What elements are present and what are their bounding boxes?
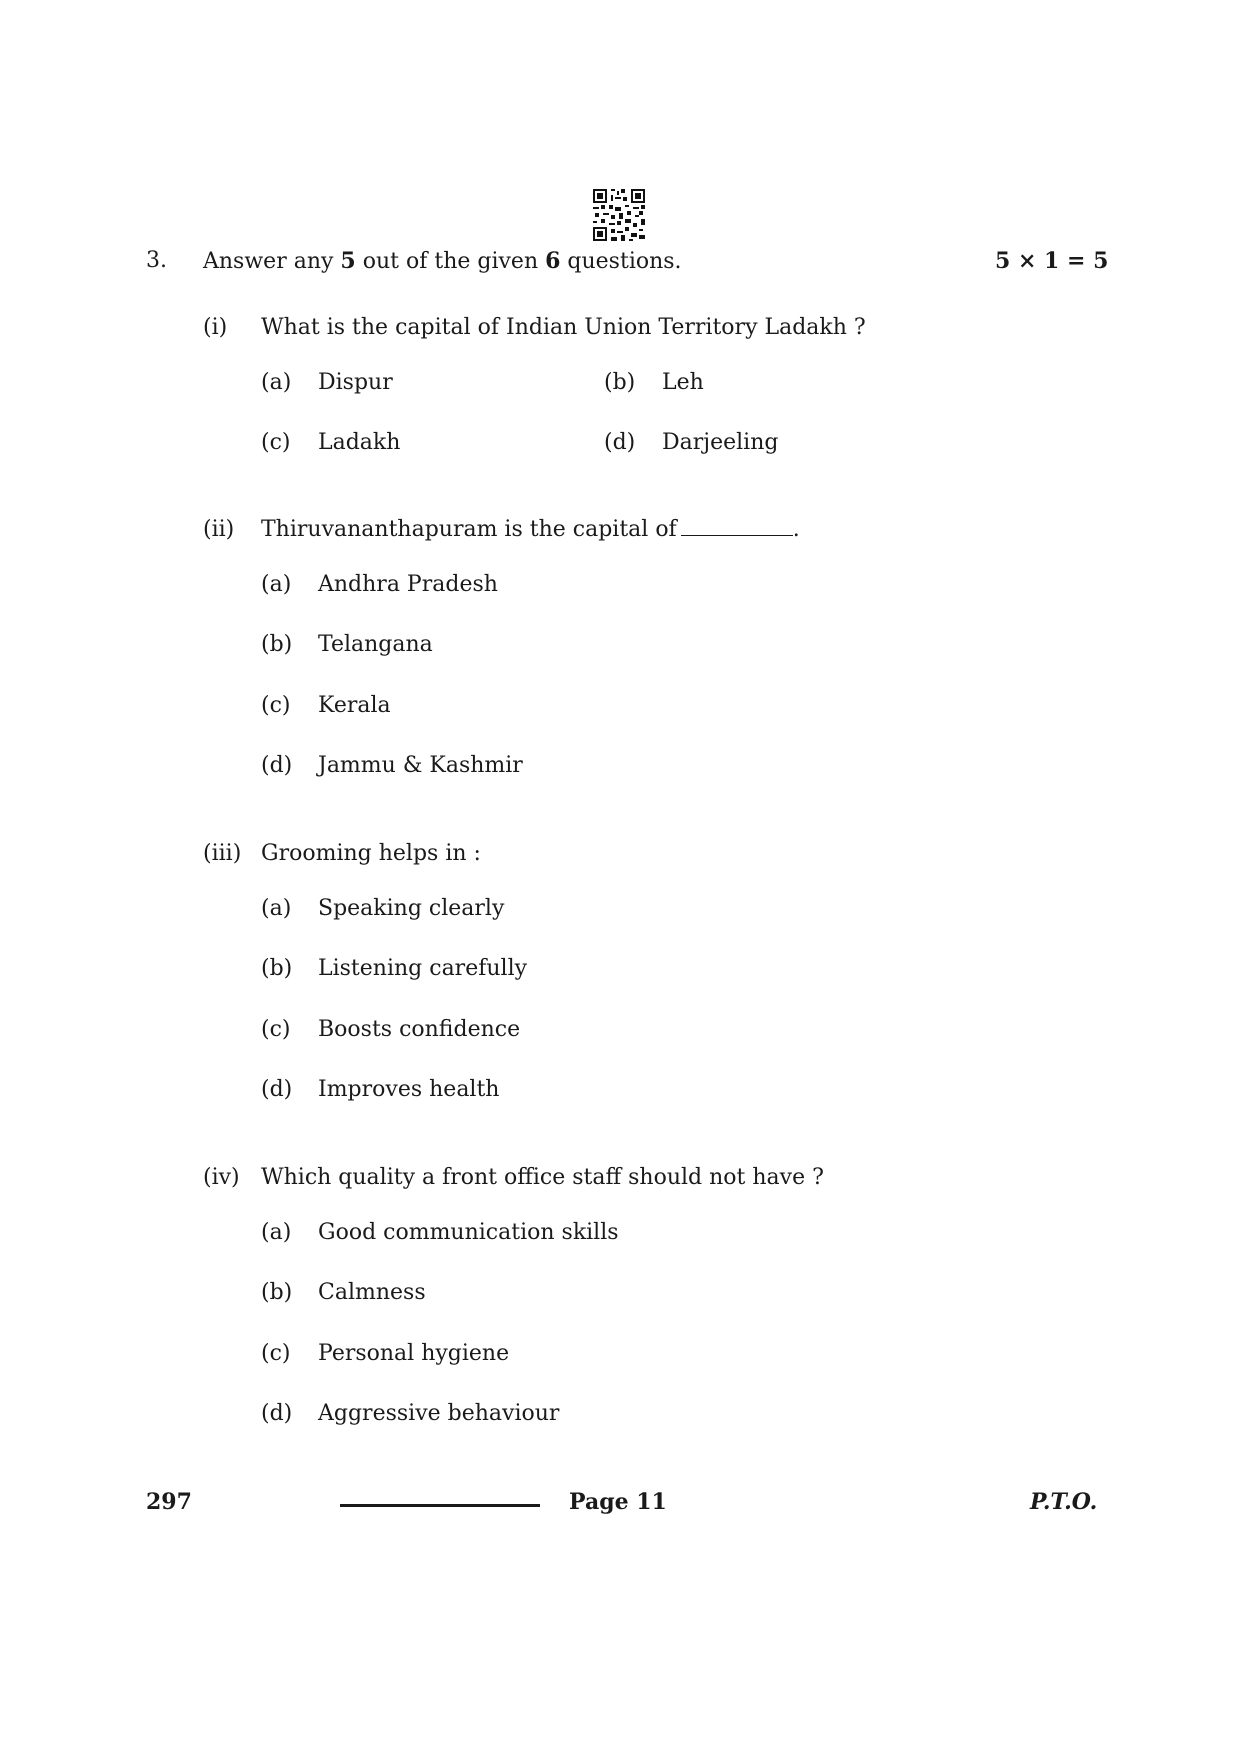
option-text: Telangana [318,632,433,657]
option-text: Jammu & Kashmir [318,753,523,778]
subquestion-number: (iv) [203,1165,240,1190]
subquestion-text: Grooming helps in : [261,841,481,866]
instruction-text-post: questions. [560,249,682,274]
option-label: (d) [261,1077,293,1102]
qr-code-icon [593,189,645,241]
option-label: (a) [261,572,292,597]
marks-allocation: 5 × 1 = 5 [995,248,1109,274]
subquestion-text-end: . [792,517,800,542]
option-text: Good communication skills [318,1220,619,1245]
option-label: (d) [261,753,293,778]
instruction-count-total: 6 [545,248,561,274]
option-text: Ladakh [318,430,401,455]
option-label: (d) [604,430,636,455]
instruction-text-pre: Answer any [203,249,341,274]
pto-marker: P.T.O. [1030,1489,1098,1515]
option-label: (a) [261,1220,292,1245]
option-label: (c) [261,693,291,718]
instruction-count-answer: 5 [340,248,356,274]
footer-divider [340,1504,540,1507]
option-label: (c) [261,430,291,455]
option-label: (d) [261,1401,293,1426]
option-label: (b) [261,632,293,657]
option-label: (a) [261,896,292,921]
option-text: Darjeeling [662,430,779,455]
page-number: Page 11 [569,1489,667,1515]
option-text: Leh [662,370,704,395]
subquestion-text-line [261,516,800,544]
subquestion-number: (i) [203,315,228,340]
instruction-text-mid: out of the given [355,249,546,274]
subquestion-text: What is the capital of Indian Union Territory Ladakh ? [261,315,866,340]
option-text: Listening carefully [318,956,528,981]
option-text: Boosts confidence [318,1017,521,1042]
option-text: Andhra Pradesh [318,572,498,597]
subquestion-number: (iii) [203,841,242,866]
option-text: Kerala [318,693,391,718]
option-text: Speaking clearly [318,896,505,921]
question-instruction [203,247,682,276]
option-label: (b) [261,1280,293,1305]
question-number: 3. [146,248,167,273]
option-label: (b) [261,956,293,981]
option-text: Calmness [318,1280,426,1305]
option-text: Dispur [318,370,393,395]
fill-in-blank [681,517,793,536]
subquestion-text: Thiruvananthapuram is the capital of [261,517,677,542]
option-label: (c) [261,1341,291,1366]
subquestion-text: Which quality a front office staff should not have ? [261,1165,824,1190]
paper-code: 297 [146,1489,192,1515]
option-text: Personal hygiene [318,1341,510,1366]
subquestion-number: (ii) [203,517,235,542]
option-label: (c) [261,1017,291,1042]
option-text: Improves health [318,1077,500,1102]
option-label: (a) [261,370,292,395]
option-text: Aggressive behaviour [318,1401,560,1426]
option-label: (b) [604,370,636,395]
